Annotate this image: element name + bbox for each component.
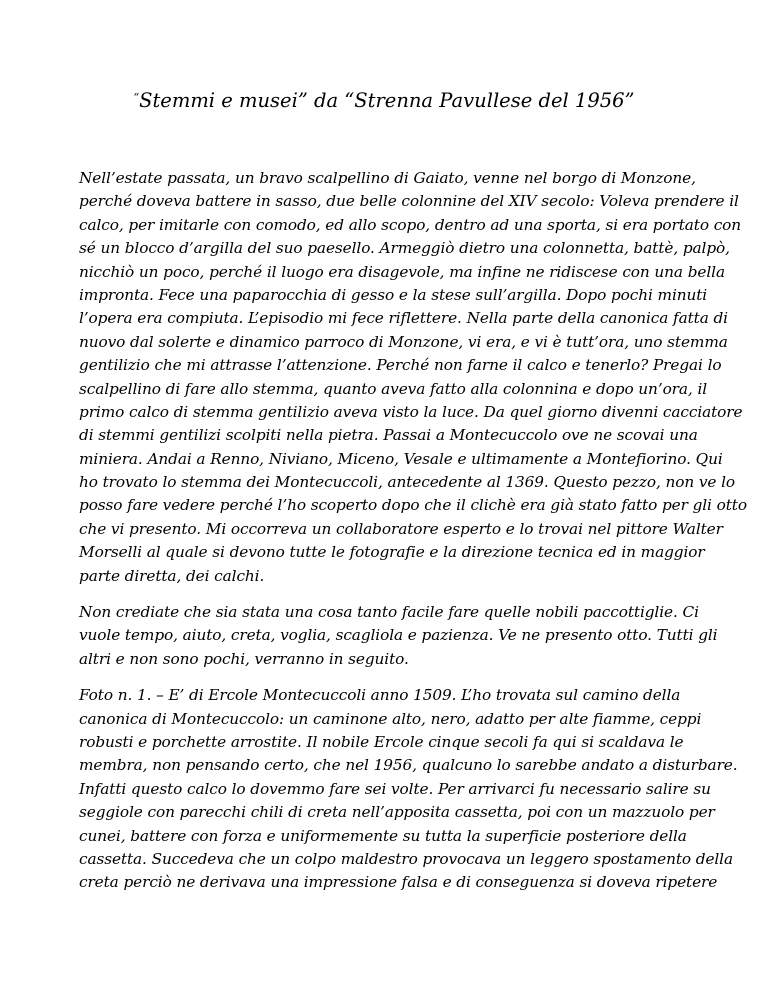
text-line: parte diretta, dei calchi. xyxy=(79,566,265,585)
text-line: creta perciò ne derivava una impressione falsa e di conseguenza si doveva ripetere xyxy=(79,873,718,892)
text-line: impronta. Fece una paparocchia di gesso e la stese sull’argilla. Dopo pochi minuti xyxy=(79,285,708,304)
text-line: Morselli al quale si devono tutte le fotografie e la direzione tecnica ed in maggior xyxy=(79,543,705,562)
text-line: posso fare vedere perché l’ho scoperto dopo che il clichè era già stato fatto per gli otto xyxy=(79,496,747,515)
text-line: scalpellino di fare allo stemma, quanto aveva fatto alla colonnina e dopo un’ora, il xyxy=(79,379,708,398)
text-line: seggiole con parecchi chili di creta nell’apposita cassetta, poi con un mazzuolo per xyxy=(79,803,715,822)
paragraph xyxy=(75,601,718,671)
text-line: Infatti questo calco lo dovemmo fare sei volte. Per arrivarci fu necessario salire su xyxy=(79,779,711,798)
text-line: di stemmi gentilizi scolpiti nella pietra. Passai a Montecuccolo ove ne scovai una xyxy=(79,426,698,445)
text-line: nuovo dal solerte e dinamico parroco di Monzone, vi era, e vi è tutt’ora, uno stemma xyxy=(79,332,728,351)
text-line: l’opera era compiuta. L’episodio mi fece riflettere. Nella parte della canonica fatta di xyxy=(79,309,728,328)
text-line: perché doveva battere in sasso, due belle colonnine del XIV secolo: Voleva prendere il xyxy=(79,192,739,211)
text-line: canonica di Montecuccolo: un caminone alto, nero, adatto per alte fiamme, ceppi xyxy=(79,709,702,728)
text-line: vuole tempo, aiuto, creta, voglia, scagliola e pazienza. Ve ne presento otto. Tutti gli xyxy=(79,626,718,645)
title-open-quote: “ xyxy=(133,91,140,104)
text-line: Nell’estate passata, un bravo scalpellino di Gaiato, venne nel borgo di Monzone, xyxy=(79,169,696,187)
text-line: cassetta. Succedeva che un colpo maldestro provocava un leggero spostamento della xyxy=(79,849,733,868)
text-line: Non crediate che sia stata una cosa tanto facile fare quelle nobili paccottiglie. Ci xyxy=(79,603,699,622)
document-title xyxy=(0,84,768,115)
text-line: ho trovato lo stemma dei Montecuccoli, antecedente al 1369. Questo pezzo, non ve lo xyxy=(79,473,736,492)
text-line: miniera. Andai a Renno, Niviano, Miceno, Vesale e ultimamente a Montefiorino. Qui xyxy=(79,449,723,468)
title-text: Stemmi e musei” da “Strenna Pavullese del 1956” xyxy=(139,89,635,112)
text-line: membra, non pensando certo, che nel 1956, qualcuno lo sarebbe andato a disturbare. xyxy=(79,756,738,775)
paragraph xyxy=(75,684,738,895)
text-line: robusti e porchette arrostite. Il nobile Ercole cinque secoli fa qui si scaldava le xyxy=(79,732,684,751)
text-line: gentilizio che mi attrasse l’attenzione. Perché non farne il calco e tenerlo? Pregai lo xyxy=(79,356,722,375)
text-line: calco, per imitarle con comodo, ed allo scopo, dentro ad una sporta, si era portato con xyxy=(79,215,742,234)
paragraph xyxy=(75,167,747,588)
text-line: che vi presento. Mi occorreva un collaboratore esperto e lo trovai nel pittore Walter xyxy=(79,519,723,538)
text-line: altri e non sono pochi, verranno in seguito. xyxy=(79,649,409,668)
text-line: Foto n. 1. – E’ di Ercole Montecuccoli anno 1509. L’ho trovata sul camino della xyxy=(79,686,681,705)
text-line: primo calco di stemma gentilizio aveva visto la luce. Da quel giorno divenni cacciatore xyxy=(79,402,743,421)
text-line: sé un blocco d’argilla del suo paesello. Armeggiò dietro una colonnetta, battè, palpò, xyxy=(79,239,730,258)
document-body xyxy=(75,167,747,908)
text-line: cunei, battere con forza e uniformemente su tutta la superficie posteriore della xyxy=(79,826,687,845)
text-line: nicchiò un poco, perché il luogo era disagevole, ma infine ne ridiscese con una bella xyxy=(79,262,725,281)
